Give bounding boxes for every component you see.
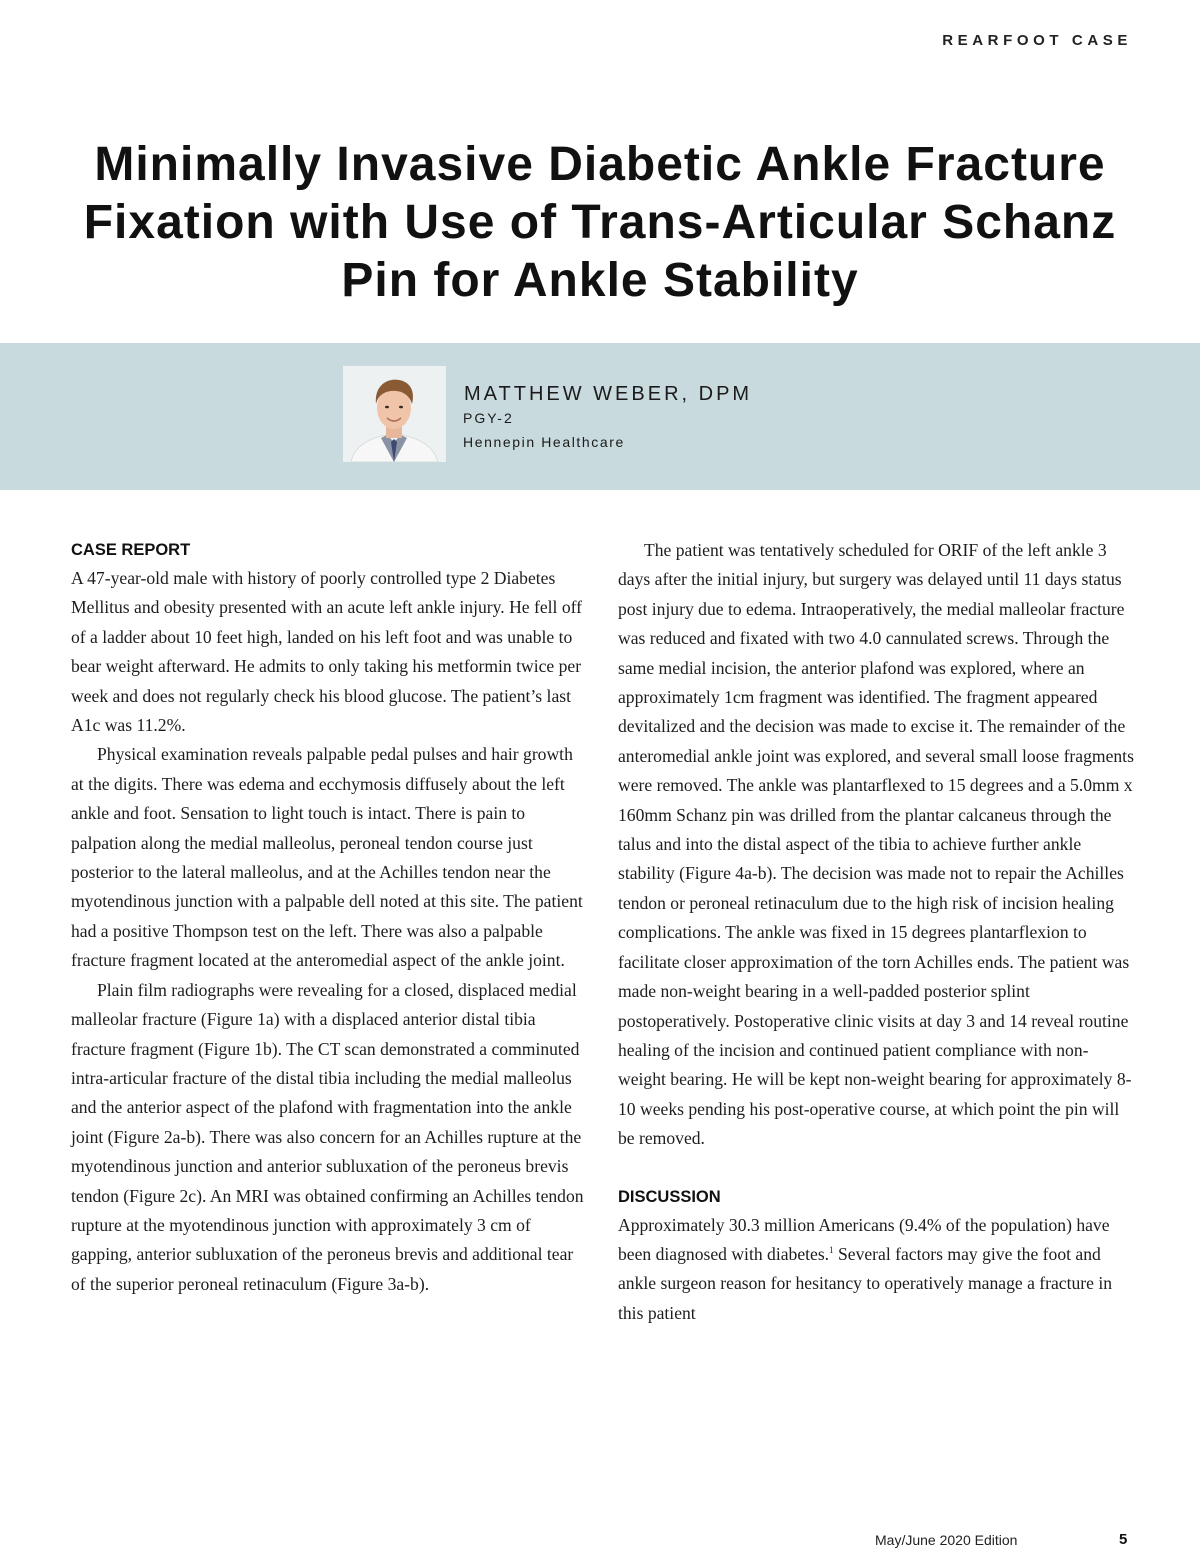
author-photo (343, 366, 446, 462)
body-paragraph (618, 1211, 1134, 1329)
body-paragraph: A 47-year-old male with history of poorly controlled type 2 Diabetes Mellitus and obesity presented with an acute left ankle injury. He fell off of a ladder about 10 feet high, landed on his left foot and was unable to bear weight afterward. He admits to only taking his metformin twice per week and does not regularly check his blood glucose. The patient’s last A1c was 11.2%. (71, 568, 583, 736)
right-column (618, 536, 1134, 1328)
discussion-text-continued: Several factors may give the foot and ankle surgeon reason for hesitancy to operatively manage a fracture in this patient (618, 1243, 1113, 1323)
body-paragraph: Plain film radiographs were revealing for a closed, displaced medial malleolar fracture (Figure 1a) with a displaced anterior distal tibia fracture fragment (Figure 1b). The CT scan demonstrated a comminuted intra-articular fracture of the distal tibia including the medial malleolus and the anterior aspect of the plafond with fragmentation into the ankle joint (Figure 2a-b). There was also concern for an Achilles rupture at the myotendinous junction and anterior subluxation of the peroneus brevis tendon (Figure 2c). An MRI was obtained confirming an Achilles tendon rupture at the myotendinous junction with approximately 3 cm of gapping, anterior subluxation of the peroneus brevis and additional tear of the superior peroneal retinaculum (Figure 3a-b). (71, 979, 584, 1294)
discussion-heading: DISCUSSION (618, 1187, 721, 1206)
section-gap (618, 1154, 1134, 1183)
article-title: Minimally Invasive Diabetic Ankle Fracture Fixation with Use of Trans-Articular Schanz Pin for Ankle Stability (83, 138, 1117, 307)
author-institution: Hennepin Healthcare (463, 434, 625, 450)
page-number: 5 (1119, 1531, 1128, 1548)
author-band (0, 343, 1200, 490)
body-paragraph: Physical examination reveals palpable pedal pulses and hair growth at the digits. There was edema and ecchymosis diffusely about the left ankle and foot. Sensation to light touch is intact. There is pain to palpation along the medial malleolus, peroneal tendon course just posterior to the lateral malleolus, and at the Achilles tendon near the myotendinous junction with a palpable dell noted at this site. The patient had a positive Thompson test on the left. There was also a palpable fracture fragment located at the anteromedial aspect of the ankle joint. (71, 744, 583, 971)
discussion-text: Approximately 30.3 million Americans (9.4% of the population) have been diagnosed with diabetes. (618, 1214, 1110, 1264)
footer-edition: May/June 2020 Edition (875, 1532, 1018, 1548)
case-report-heading: CASE REPORT (71, 541, 191, 559)
author-role: PGY-2 (463, 410, 514, 426)
section-label: REARFOOT CASE (942, 32, 1132, 49)
body-paragraph: The patient was tentatively scheduled for ORIF of the left ankle 3 days after the initial injury, but surgery was delayed until 11 days status post injury due to edema. Intraoperatively, the medial malleolar fracture was reduced and fixated with two 4.0 cannulated screws. Through the same medial incision, the anterior plafond was explored, where an approximately 1cm fragment was identified. The fragment appeared devitalized and the decision was made to excise it. The remainder of the anteromedial ankle joint was explored, and several small loose fragments were removed. The ankle was plantarflexed to 15 degrees and a 5.0mm x 160mm Schanz pin was drilled from the plantar calcaneus through the talus and into the distal aspect of the tibia to achieve further ankle stability (Figure 4a-b). The decision was made not to repair the Achilles tendon or peroneal retinaculum due to the high risk of incision healing complications. The ankle was fixed in 15 degrees plantarflexion to facilitate closer approximation of the torn Achilles ends. The patient was made non-weight bearing in a well-padded posterior splint postoperatively. Postoperative clinic visits at day 3 and 14 reveal routine healing of the incision and continued patient compliance with non-weight bearing. He will be kept non-weight bearing for approximately 8-10 weeks pending his post-operative course, at which point the pin will be removed. (618, 540, 1134, 1149)
author-portrait-icon (343, 366, 446, 462)
reference-marker: 1 (829, 1245, 834, 1256)
author-name: MATTHEW WEBER, DPM (464, 383, 753, 405)
left-column (71, 536, 587, 1299)
